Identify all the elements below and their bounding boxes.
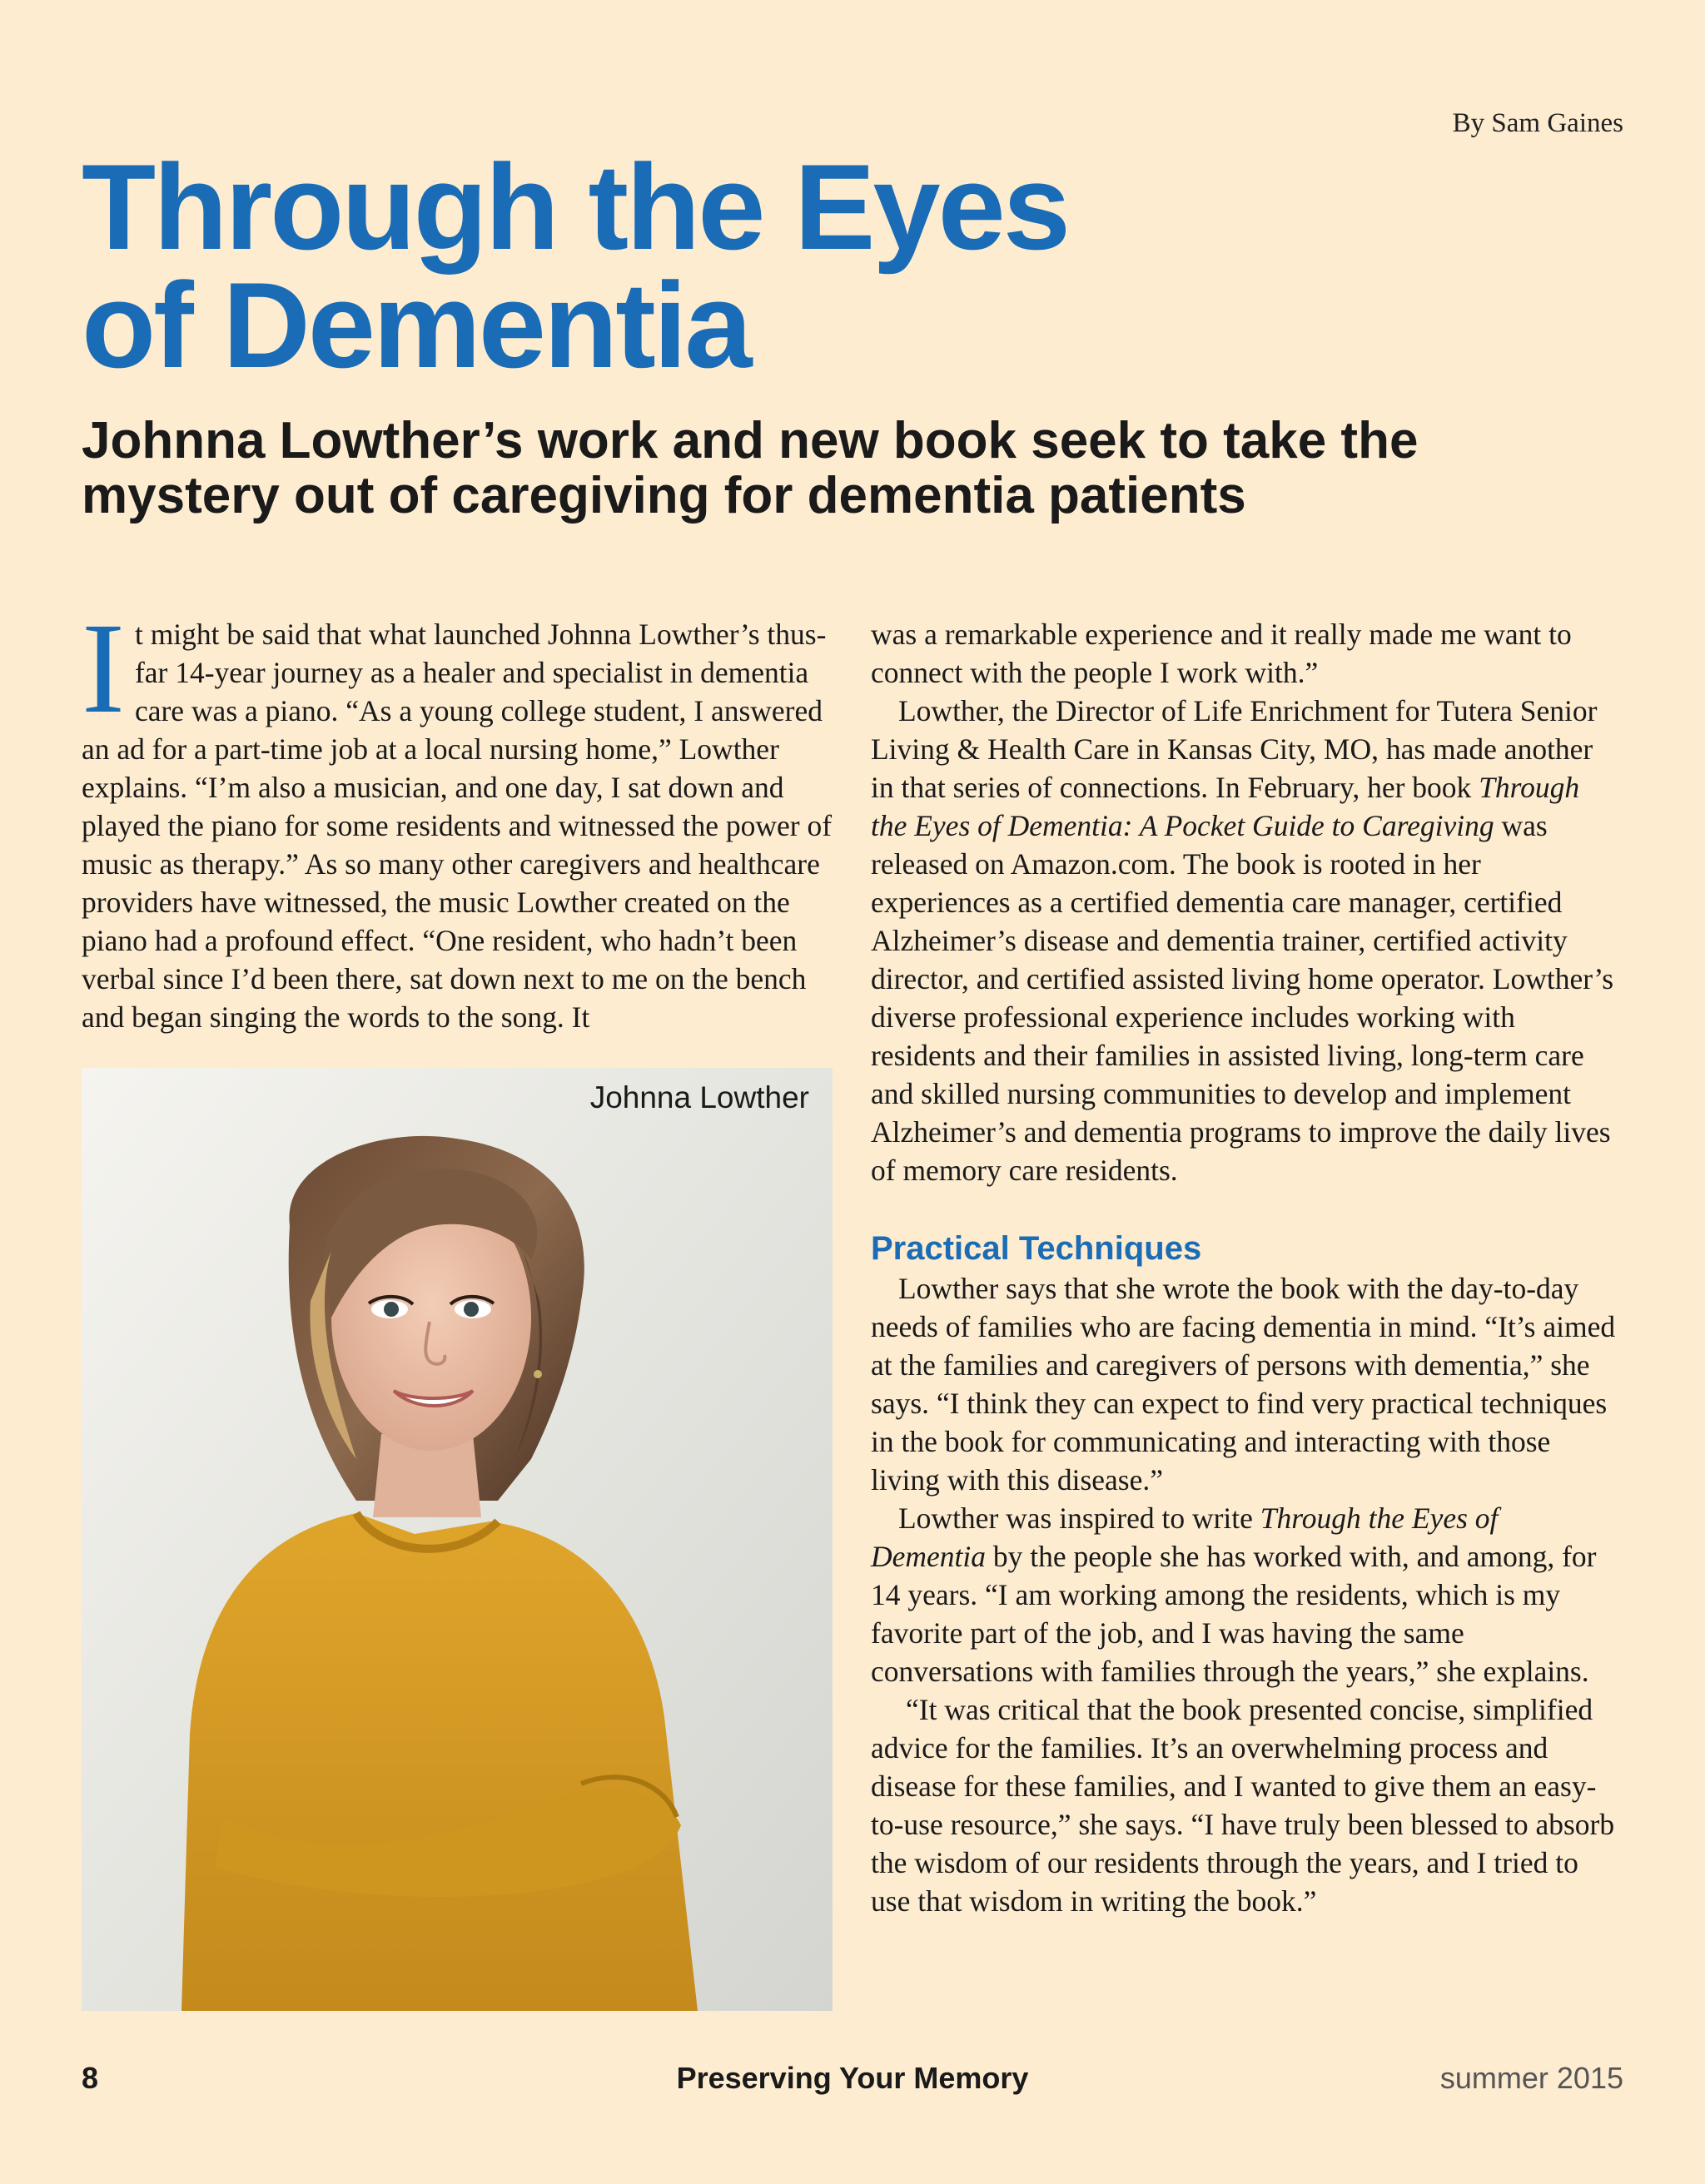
paragraph-director-text-b: was released on Amazon.com. The book is rooted in her experiences as a certified dementia care manager, certified Alzheimer’s disease and dementia trainer, certified activity director, and certified assisted living home operator. Lowther’s diverse professional experience includes working with residents and their families in assisted living, long-term care and skilled nursing communities to develop and implement Alzheimer’s and dementia programs to improve the daily lives of memory care residents. [871, 809, 1614, 1187]
paragraph-families: Lowther says that she wrote the book with the day-to-day needs of families who are facing dementia in mind. “It’s aimed at the families and caregivers of persons with dementia,” she says. “I think they can expect to find very practical techniques in the book for communicating and interacting with those living with this disease.” [871, 1272, 1616, 1497]
paragraph-director-text-a: Lowther, the Director of Life Enrichment for Tutera Senior Living & Health Care in Kansas City, MO, has made another in that series of connections. In February, her book [871, 694, 1598, 804]
article-title [82, 139, 1497, 393]
title-line-1: Through the Eyes [82, 139, 1069, 275]
photo-caption: Johnna Lowther [589, 1080, 809, 1114]
paragraph-inspired-text-b: by the people she has worked with, and among, for 14 years. “I am working among the residents, which is my favorite part of the job, and I was having the same conversations with families through the years,” she explains. [871, 1540, 1597, 1688]
drop-cap: I [82, 596, 125, 740]
book-title-short: Through the Eyes of Dementia [871, 1502, 1499, 1573]
title-line-2: of Dementia [82, 257, 750, 393]
book-title-full: Through the Eyes of Dementia: A Pocket Guide to Caregiving [871, 771, 1580, 842]
paragraph-continued: was a remarkable experience and it really made me want to connect with the people I work with.” [871, 618, 1572, 689]
paragraph-inspired [871, 1499, 1620, 1690]
issue-date: summer 2015 [1439, 2061, 1623, 2095]
byline: By Sam Gaines [1452, 108, 1623, 138]
portrait-illustration [82, 1068, 833, 2011]
column-right [871, 615, 1620, 1920]
publication-name: Preserving Your Memory [676, 2061, 1029, 2095]
column-left [82, 596, 836, 1036]
paragraph-inspired-text-a: Lowther was inspired to write [898, 1502, 1260, 1535]
article-subtitle: Johnna Lowther’s work and new book seek to take the mystery out of caregiving for dementia patients [82, 412, 1419, 524]
intro-paragraph-text: t might be said that what launched Johnna Lowther’s thus-far 14-year journey as a healer and specialist in dementia care was a piano. “As a young college student, I answered an ad for a part-time job at a local nursing home,” Lowther explains. “I’m also a musician, and one day, I sat down and played the piano for some residents and witnessed the power of music as therapy.” As so many other caregivers and healthcare providers have witnessed, the music Lowther created on the piano had a profound effect. “One resident, who hadn’t been verbal since I’d been there, sat down next to me on the bench and began singing the words to the song. It [82, 618, 833, 1034]
paragraph-quote: “It was critical that the book presented concise, simplified advice for the families. It’s an overwhelming process and disease for these families, and I wanted to give them an easy-to-use resource,” she says. “I have truly been blessed to absorb the wisdom of our residents through the years, and I tried to use that wisdom in writing the book.” [871, 1693, 1615, 1918]
page-number: 8 [82, 2061, 99, 2095]
portrait-photo [82, 1068, 833, 2011]
intro-paragraph [82, 596, 836, 1036]
section-heading: Practical Techniques [871, 1230, 1202, 1267]
paragraph-director [871, 692, 1620, 1189]
